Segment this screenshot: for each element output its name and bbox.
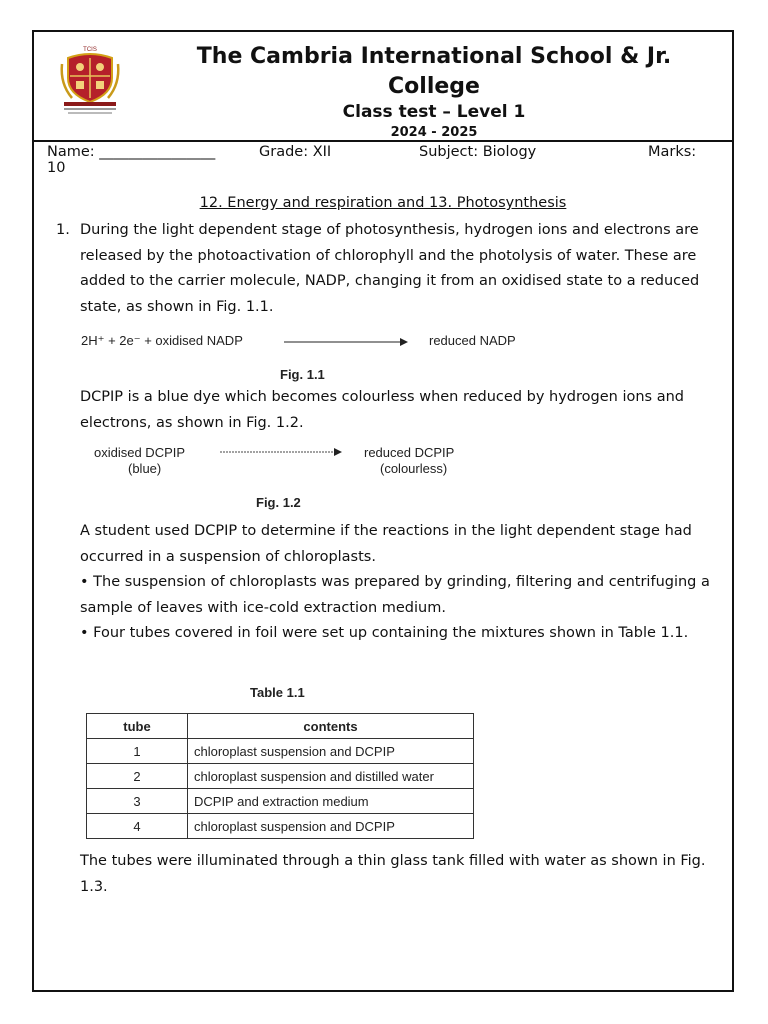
grade-label: Grade: XII [259, 144, 332, 160]
marks-value: 10 [47, 160, 66, 176]
name-field: Name: ________________ [47, 144, 216, 160]
tube-contents: chloroplast suspension and distilled water [188, 764, 474, 789]
fig12-reactant-colour: (blue) [128, 461, 162, 476]
marks-label: Marks: [648, 144, 697, 160]
header-contents: contents [188, 714, 474, 739]
tube-number: 3 [87, 789, 188, 814]
closing-text: The tubes were illuminated through a thin glass tank filled with water as shown in Fig. 1.3. [80, 853, 706, 895]
fig12-arrow-icon [220, 446, 346, 458]
question-number: 1. [56, 222, 70, 238]
tube-number: 4 [87, 814, 188, 839]
table-row [87, 764, 474, 789]
fig11-reactants: 2H⁺ + 2e⁻ + oxidised NADP [81, 333, 243, 348]
table-row [87, 814, 474, 839]
tube-contents-table [86, 713, 474, 839]
fig11-caption: Fig. 1.1 [280, 367, 325, 382]
tube-contents: chloroplast suspension and DCPIP [188, 814, 474, 839]
fig12-caption: Fig. 1.2 [256, 495, 301, 510]
fig12-reactant: oxidised DCPIP [94, 445, 186, 460]
fig11-arrow-icon [284, 336, 410, 348]
bullet-suspension: • The suspension of chloroplasts was prepared by grinding, filtering and centrifuging a sample of leaves with ice-cold extraction medium. [80, 574, 710, 616]
tube-number: 2 [87, 764, 188, 789]
dcpip-text: DCPIP is a blue dye which becomes colourless when reduced by hydrogen ions and electrons, as shown in Fig. 1.2. [80, 389, 684, 431]
school-crest-logo [58, 44, 122, 116]
fig12-product-colour: (colourless) [380, 461, 448, 476]
subject-label: Subject: Biology [419, 144, 537, 160]
academic-year: 2024 - 2025 [390, 125, 478, 140]
header-tube: tube [87, 714, 188, 739]
question-intro: During the light dependent stage of photosynthesis, hydrogen ions and electrons are released by the photoactivation of chlorophyll and the photolysis of water. These are added to the carrier molecule, NADP, changing it from an oxidised state to a reduced state, as shown in Fig. 1.1. [80, 222, 700, 315]
table-title: Table 1.1 [250, 685, 305, 700]
topic-heading: 12. Energy and respiration and 13. Photosynthesis [199, 195, 567, 211]
school-name: The Cambria International School & Jr. College [196, 44, 672, 99]
table-header-row [87, 714, 474, 739]
tube-contents: chloroplast suspension and DCPIP [188, 739, 474, 764]
logo-text: TCIS [83, 47, 97, 53]
tube-contents: DCPIP and extraction medium [188, 789, 474, 814]
test-title: Class test – Level 1 [342, 102, 526, 122]
fig12-product: reduced DCPIP [364, 445, 455, 460]
header [34, 32, 732, 142]
bullet-tubes: • Four tubes covered in foil were set up containing the mixtures shown in Table 1.1. [80, 625, 689, 641]
table-row [87, 739, 474, 764]
tube-number: 1 [87, 739, 188, 764]
fig11-product: reduced NADP [429, 333, 516, 348]
student-text: A student used DCPIP to determine if the reactions in the light dependent stage had occurred in a suspension of chloroplasts. [80, 523, 692, 565]
page-frame [32, 30, 734, 992]
table-row [87, 789, 474, 814]
